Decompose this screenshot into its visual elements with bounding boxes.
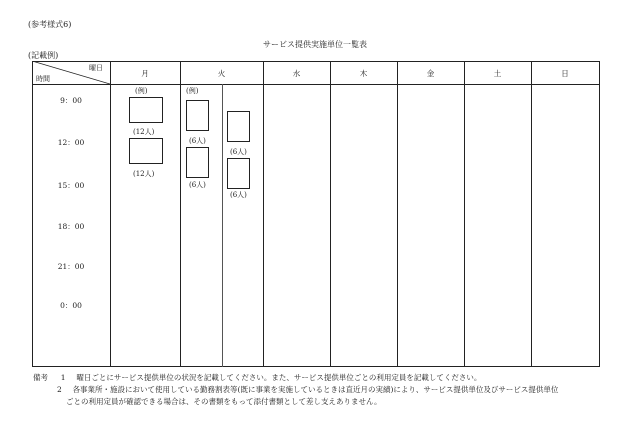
column-divider (180, 61, 181, 367)
note-row (33, 396, 558, 408)
time-label: 18：00 (57, 222, 85, 231)
example-label: (記載例) (28, 51, 59, 60)
header-divider (32, 84, 600, 85)
time-label: 12：00 (57, 138, 85, 147)
tuesday-unit-block (227, 158, 250, 189)
column-divider (464, 61, 465, 367)
day-header-sat: 土 (493, 69, 502, 78)
monday-unit-capacity: (12人) (133, 128, 155, 136)
note-text: ごとの利用定員が確認できる場合は、その書類をもって添付書類として差し支えありません。 (66, 397, 382, 406)
tuesday-unit-block (186, 100, 209, 131)
column-divider (263, 61, 264, 367)
note-row (33, 372, 558, 384)
tuesday-unit-block (186, 147, 209, 178)
corner-label-time: 時間 (36, 75, 50, 83)
column-divider (330, 61, 331, 367)
document-title: サービス提供実施単位一覧表 (263, 40, 367, 49)
time-label: 15：00 (57, 181, 85, 190)
monday-unit-capacity: (12人) (133, 170, 155, 178)
monday-unit-block (129, 97, 163, 123)
time-label: 21：00 (57, 262, 85, 271)
monday-example-label: (例) (135, 87, 148, 95)
table-border-left (32, 61, 33, 367)
note-text: 曜日ごとにサービス提供単位の状況を記載してください。また、サービス提供単位ごとの利用定員を記載してください。 (76, 373, 482, 382)
tuesday-unit-capacity: (6人) (230, 148, 247, 156)
corner-label-day: 曜日 (89, 64, 103, 72)
day-header-tue: 火 (217, 69, 226, 78)
note-number: 2 (57, 385, 62, 394)
column-divider (531, 61, 532, 367)
day-header-mon: 月 (141, 69, 149, 78)
day-header-wed: 水 (292, 69, 301, 78)
tuesday-unit-block (227, 111, 250, 142)
column-divider (110, 61, 111, 367)
day-header-thu: 木 (359, 69, 368, 78)
notes-heading: 備考 (33, 373, 48, 382)
note-text: 各事業所・施設において使用している勤務割表等(既に事業を実施しているときは直近月の実績)により、サービス提供単位及びサービス提供単位 (72, 385, 559, 394)
time-label: 9：00 (60, 96, 82, 105)
note-number: 1 (60, 373, 66, 382)
table-border-right (599, 61, 600, 367)
column-divider (397, 61, 398, 367)
tuesday-sub-divider (222, 84, 223, 367)
monday-unit-block (129, 138, 163, 164)
table-border-bottom (32, 366, 600, 367)
note-row (33, 384, 558, 396)
tuesday-unit-capacity: (6人) (189, 181, 206, 189)
day-header-fri: 金 (426, 69, 435, 78)
form-label: (参考様式6) (28, 20, 72, 29)
tuesday-example-label: (例) (186, 87, 199, 95)
tuesday-unit-capacity: (6人) (230, 191, 247, 199)
notes-section (33, 372, 558, 408)
tuesday-unit-capacity: (6人) (189, 137, 206, 145)
day-header-sun: 日 (561, 69, 569, 78)
time-label: 0：00 (60, 301, 82, 310)
table-border-top (32, 61, 600, 62)
schedule-table (32, 61, 600, 367)
